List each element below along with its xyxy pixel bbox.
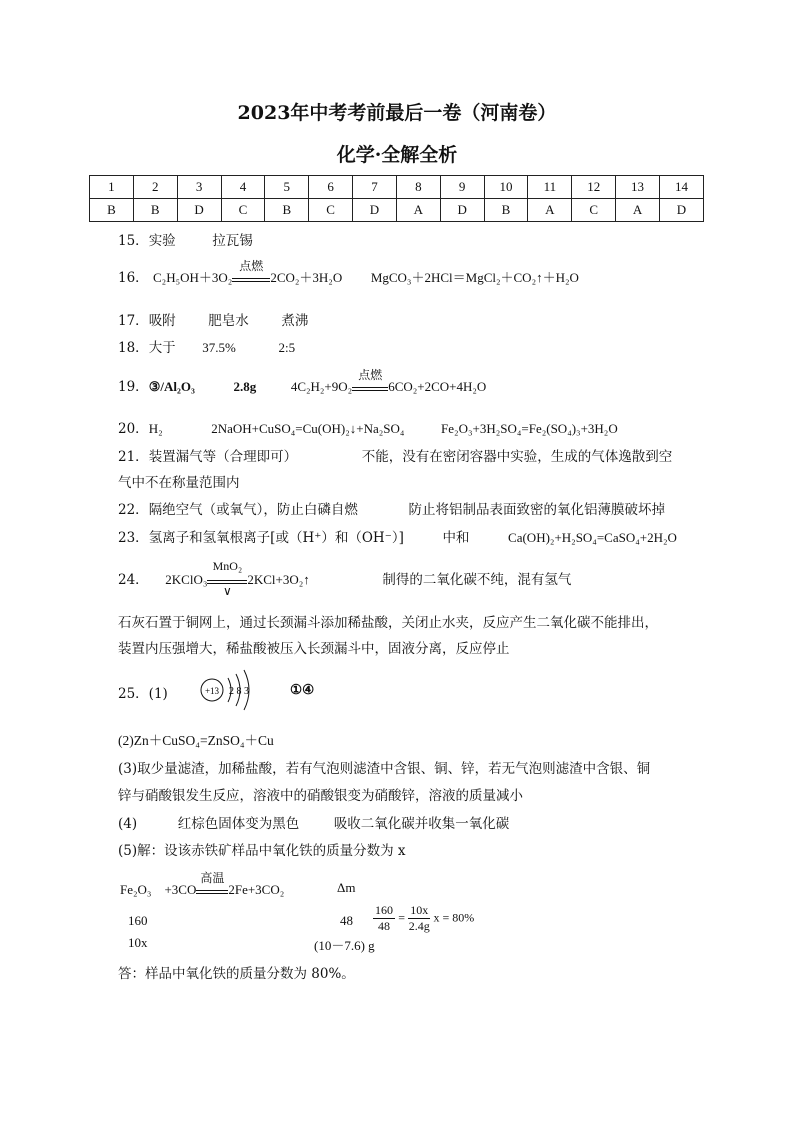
q22-answer-a: 隔绝空气（或氧气），防止白磷自燃: [148, 502, 358, 518]
q25-calc-delta-m: Δm: [337, 880, 356, 895]
answer-table-answer-cell: D: [353, 199, 397, 222]
answer-table-answer-cell: A: [616, 199, 660, 222]
q22-answer-b: 防止将铝制品表面致密的氧化铝薄膜破坏掉: [408, 502, 666, 518]
q25-calc-eq-left: Fe₂O₃ +3CO: [120, 882, 197, 897]
q25-part5-intro: (5)解：设该赤铁矿样品中氧化铁的质量分数为 x: [118, 843, 406, 859]
q25-part4-line: [118, 812, 509, 832]
answer-table-answer-row: [90, 199, 704, 222]
q25-part1-label: 25．(1): [118, 686, 168, 702]
q25-part4-answer-a: 红棕色固体变为黑色: [177, 816, 300, 832]
q25-calc-10x: 10x: [128, 935, 148, 950]
answer-table: [89, 175, 704, 222]
q19-answer-b: 2.8g: [233, 379, 257, 394]
q25-calc-equation: [120, 871, 285, 898]
page-title: 2023年中考考前最后一卷（河南卷）: [237, 102, 557, 124]
q17-number: 17．: [118, 313, 149, 329]
q16-eq1-condition: [232, 259, 270, 282]
q25-calc-mass-diff: (10－7.6) g: [314, 938, 375, 953]
q16-eq1-left: C₂H₅OH＋3O₂: [152, 270, 233, 285]
q25-fraction-2: [408, 903, 430, 934]
q25-calc-48: 48: [340, 913, 353, 928]
q18-answer-c: 2:5: [278, 340, 296, 355]
answer-table-number-cell: 14: [659, 176, 703, 199]
q22-number: 22．: [118, 502, 149, 518]
q21-number: 21．: [118, 449, 149, 465]
q24-eq-right: 2KCl+3O₂↑: [247, 572, 310, 587]
electron-counts: 2 8 3: [229, 686, 249, 697]
answer-table-answer-cell: A: [396, 199, 440, 222]
answer-table-answer-cell: B: [90, 199, 134, 222]
answer-table-answer-cell: D: [659, 199, 703, 222]
q23-number: 23．: [118, 530, 149, 546]
q15-number: 15．: [118, 233, 149, 249]
q25-fraction-1: [373, 903, 395, 934]
q17-line: [118, 309, 308, 329]
answer-table-answer-cell: B: [484, 199, 528, 222]
answer-table-answer-cell: D: [440, 199, 484, 222]
q25-calc-result: x = 80%: [433, 910, 475, 925]
q16-number: 16．: [118, 270, 149, 286]
q25-fraction-1-numerator: 160: [375, 903, 393, 917]
answer-table-number-row: [90, 176, 704, 199]
answer-table-answer-cell: A: [528, 199, 572, 222]
q20-answer-b: 2NaOH+CuSO₄=Cu(OH)₂↓+Na₂SO₄: [211, 421, 405, 436]
q23-answer-b: 中和: [442, 530, 470, 546]
q20-number: 20．: [118, 421, 149, 437]
q15-answer-a: 实验: [148, 233, 176, 249]
q16-eq2: MgCO₃＋2HCl＝MgCl₂＋CO₂↑＋H₂O: [370, 270, 579, 285]
q25-calc-eq-condition: [196, 871, 228, 894]
q24-eq-catalyst: MnO₂: [212, 559, 243, 573]
q17-answer-b: 肥皂水: [208, 313, 249, 329]
q25-fraction-1-denominator: 48: [378, 919, 390, 933]
nucleus-charge: +13: [204, 686, 220, 696]
q18-line: [118, 336, 295, 356]
q21-answer-b: 不能，没有在密闭容器中实验，生成的气体逸散到空: [361, 449, 673, 465]
q21-line: [118, 445, 672, 465]
q18-answer-b: 37.5%: [202, 340, 236, 355]
answer-table-answer-cell: B: [133, 199, 177, 222]
answer-table-answer-cell: C: [309, 199, 353, 222]
q23-answer-a: 氢离子和氢氧根离子[或（H⁺）和（OH⁻）]: [148, 530, 404, 546]
q16-eq1-condition-text: 点燃: [239, 259, 264, 273]
q25-part3-line2: 锌与硝酸银发生反应，溶液中的硝酸银变为硝酸锌，溶液的质量减小: [118, 788, 523, 804]
answer-table-number-cell: 2: [133, 176, 177, 199]
q19-eq-right: 6CO₂+2CO+4H₂O: [388, 379, 487, 394]
q21-answer-a: 装置漏气等（合理即可）: [148, 449, 298, 465]
q25-calc-160: 160: [128, 913, 148, 928]
q25-calc-proportion: $\frac{160}{48}$ = $\frac{10x}{2.4g}$ x = 80%: [375, 903, 475, 933]
q17-answer-a: 吸附: [148, 313, 176, 329]
q25-calc-eq-condition-text: 高温: [200, 871, 225, 885]
answer-table-number-cell: 5: [265, 176, 309, 199]
q24-number: 24．: [118, 572, 149, 588]
q19-line: [118, 368, 487, 395]
q18-answer-a: 大于: [148, 340, 176, 356]
q19-number: 19．: [118, 379, 149, 395]
q20-answer-c: Fe₂O₃+3H₂SO₄=Fe₂(SO₄)₃+3H₂O: [441, 421, 618, 436]
q24-eq-condition: [207, 559, 247, 598]
q20-answer-a: H₂: [148, 421, 163, 436]
aluminum-atom-structure-diagram: [198, 668, 266, 714]
answer-table-number-cell: 11: [528, 176, 572, 199]
q25-calc-eq-right: 2Fe+3CO₂: [228, 882, 285, 897]
answer-table-answer-cell: B: [265, 199, 309, 222]
q23-answer-c: Ca(OH)₂+H₂SO₄=CaSO₄+2H₂O: [508, 530, 677, 545]
answer-table-number-cell: 1: [90, 176, 134, 199]
answer-table-number-cell: 9: [440, 176, 484, 199]
q24-eq-heat: ∨: [222, 584, 232, 598]
q18-number: 18．: [118, 340, 149, 356]
q25-fraction-2-denominator: 2.4g: [408, 919, 430, 933]
q15-line: [118, 229, 253, 249]
answer-table-number-cell: 10: [484, 176, 528, 199]
q17-answer-c: 煮沸: [281, 313, 309, 329]
answer-table-answer-cell: D: [177, 199, 221, 222]
q24-eq-left: 2KClO₃: [165, 572, 208, 587]
q25-final-answer: 答：样品中氧化铁的质量分数为 80%。: [118, 966, 355, 982]
q19-answer-a: ③/Al₂O₃: [148, 379, 195, 394]
answer-table-answer-cell: C: [572, 199, 616, 222]
q25-part3-line1: (3)取少量滤渣，加稀盐酸，若有气泡则滤渣中含银、铜、锌，若无气泡则滤渣中含银、铜: [118, 761, 651, 777]
q16-line: [118, 259, 579, 286]
q21-answer-b-continued: 气中不在称量范围内: [118, 475, 240, 491]
answer-table-number-cell: 4: [221, 176, 265, 199]
q19-eq-left: 4C₂H₂+9O₂: [290, 379, 353, 394]
q24-answer-a: 制得的二氧化碳不纯，混有氢气: [382, 572, 572, 588]
q25-part1-choice: ①④: [290, 682, 315, 698]
answer-table-number-cell: 12: [572, 176, 616, 199]
q19-eq-condition: [352, 368, 388, 391]
q24-line: [118, 559, 572, 598]
answer-table-number-cell: 6: [309, 176, 353, 199]
q25-part4-answer-b: 吸收二氧化碳并收集一氧化碳: [333, 816, 510, 832]
answer-table-number-cell: 13: [616, 176, 660, 199]
q22-line: [118, 498, 665, 518]
q16-eq1-right: 2CO₂＋3H₂O: [270, 270, 343, 285]
q24-answer-b-line2: 装置内压强增大，稀盐酸被压入长颈漏斗中，固液分离，反应停止: [118, 641, 510, 657]
q25-part4-number: (4): [118, 816, 138, 832]
answer-table-number-cell: 3: [177, 176, 221, 199]
q24-answer-b-line1: 石灰石置于铜网上，通过长颈漏斗添加稀盐酸，关闭止水夹，反应产生二氧化碳不能排出，: [118, 615, 658, 631]
answer-table-number-cell: 8: [396, 176, 440, 199]
page-subtitle: 化学·全解全析: [336, 144, 458, 166]
answer-table-number-cell: 7: [353, 176, 397, 199]
q19-eq-condition-text: 点燃: [358, 368, 383, 382]
q15-answer-b: 拉瓦锡: [212, 233, 253, 249]
q20-line: [118, 417, 618, 437]
q25-part2: (2)Zn＋CuSO₄=ZnSO₄＋Cu: [118, 733, 274, 748]
q25-fraction-2-numerator: 10x: [410, 903, 429, 917]
q23-line: [118, 526, 677, 546]
answer-table-answer-cell: C: [221, 199, 265, 222]
